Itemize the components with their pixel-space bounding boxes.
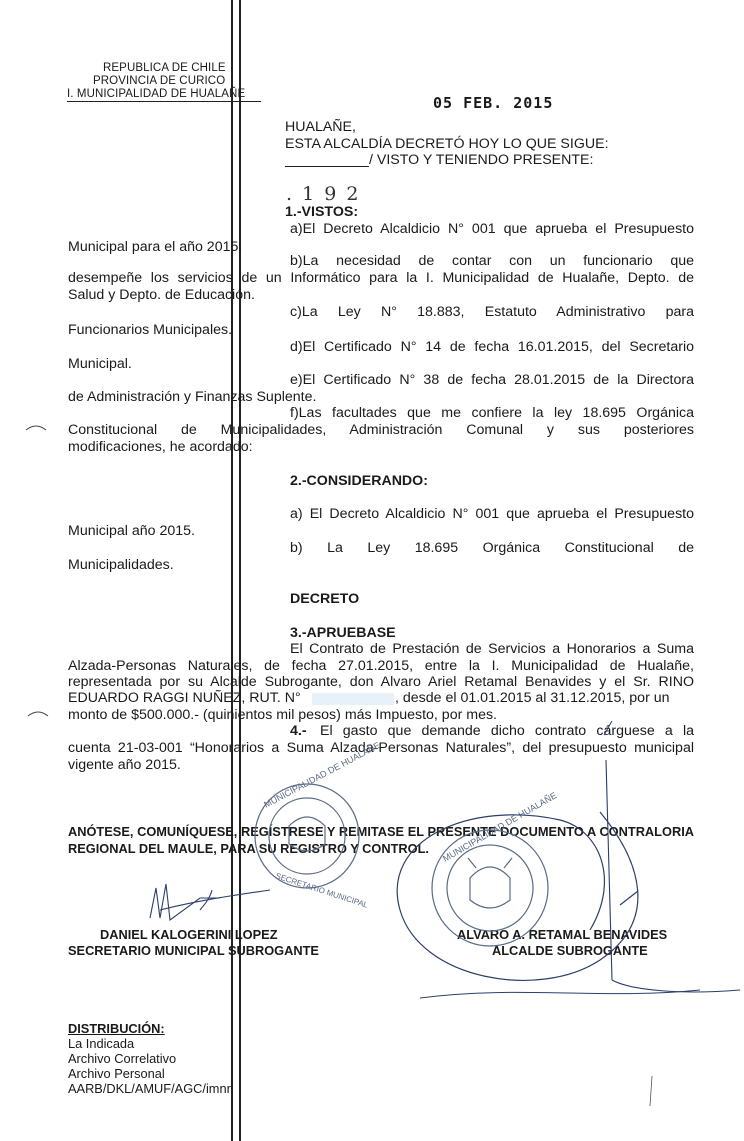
- header-republica: REPUBLICA DE CHILE: [103, 62, 226, 74]
- vistos-a-1: a)El Decreto Alcaldicio N° 001 que aprueba el Presupuesto: [290, 221, 694, 237]
- mayor-signature-mark: [620, 891, 638, 905]
- considerando-a-2: Municipal año 2015.: [68, 523, 195, 539]
- right-signer-name: ALVARO A. RETAMAL BENAVIDES: [457, 927, 668, 942]
- considerando-a-1: a) El Decreto Alcaldicio N° 001 que aprueba el Presupuesto: [290, 506, 694, 522]
- left-seal-text-bottom: SECRETARIO MUNICIPAL: [274, 871, 370, 910]
- secretary-signature: [150, 884, 270, 920]
- date-stamp: 05 FEB. 2015: [433, 94, 554, 112]
- vistos-a-2: Municipal para el año 2015.: [68, 239, 243, 255]
- vistos-heading: 1.-VISTOS:: [285, 204, 359, 220]
- vistos-b-2: desempeñe los servicios de un Informático para la I. Municipalidad de Hualañe, Depto. de: [68, 270, 694, 286]
- right-seal-stamp: [432, 790, 558, 946]
- decreto-q-1: El gasto que demande dicho contrato cárguese a la: [320, 723, 694, 739]
- vistos-c-2: Funcionarios Municipales.: [68, 322, 233, 338]
- margin-mark: [26, 426, 46, 430]
- vistos-f-3: modificaciones, he acordado:: [68, 439, 253, 455]
- vistos-e-2: de Administración y Finanzas Suplente.: [68, 389, 317, 405]
- mayor-signature-flourish: [420, 990, 700, 998]
- closing-line-1: ANÓTESE, COMUNÍQUESE, REGÍSTRESE Y REMITASE EL PRESENTE DOCUMENTO A CONTRALORIA: [68, 824, 694, 839]
- margin-mark: [28, 712, 48, 716]
- closing-line-2: REGIONAL DEL MAULE, PARA SU REGISTRO Y CONTROL.: [68, 841, 429, 856]
- mayor-signature-stroke: [606, 760, 740, 992]
- left-signer-title: SECRETARIO MUNICIPAL SUBROGANTE: [68, 943, 319, 958]
- decreto-item-4: 4.-: [290, 723, 307, 739]
- considerando-heading: 2.-CONSIDERANDO:: [290, 473, 428, 489]
- distribucion-item: Archivo Personal: [68, 1066, 165, 1081]
- distribucion-heading: DISTRIBUCIÓN:: [68, 1021, 165, 1036]
- left-signer-name: DANIEL KALOGERINI LOPEZ: [100, 927, 278, 942]
- header-provincia: PROVINCIA DE CURICO: [93, 75, 226, 87]
- vistos-d-1: d)El Certificado N° 14 de fecha 16.01.2015, del Secretario: [290, 339, 694, 355]
- distribucion-item: AARB/DKL/AMUF/AGC/imnr.: [68, 1081, 234, 1096]
- considerando-b-1: b) La Ley 18.695 Orgánica Constitucional de: [290, 540, 694, 556]
- vistos-f-1: f)Las facultades que me confiere la ley 18.695 Orgánica: [290, 405, 694, 421]
- left-seal-text-top: MUNICIPALIDAD DE HUALAÑE: [262, 739, 382, 810]
- vistos-b-3: Salud y Depto. de Educación.: [68, 287, 255, 303]
- considerando-b-2: Municipalidades.: [68, 557, 174, 573]
- intro-line: ESTA ALCALDÍA DECRETÓ HOY LO QUE SIGUE:: [285, 136, 609, 152]
- vistos-f-2: Constitucional de Municipalidades, Administración Comunal y sus posteriores: [68, 422, 694, 438]
- decreto-q-3: vigente año 2015.: [68, 757, 181, 773]
- handwritten-mark: [650, 1076, 652, 1106]
- vistos-e-1: e)El Certificado N° 38 de fecha 28.01.2015 de la Directora: [290, 372, 694, 388]
- decree-number: . 1 9 2: [286, 183, 361, 205]
- decreto-q-2: cuenta 21-03-001 “Honorarios a Suma Alzada-Personas Naturales”, del presupuesto municipal: [68, 740, 694, 756]
- distribucion-item: Archivo Correlativo: [68, 1051, 177, 1066]
- vistos-b-1: b)La necesidad de contar con un funcionario que: [290, 253, 694, 269]
- distribucion-item: La Indicada: [68, 1036, 135, 1051]
- right-signer-title: ALCALDE SUBROGANTE: [492, 943, 648, 958]
- vistos-d-2: Municipal.: [68, 356, 132, 372]
- intro-visto: / VISTO Y TENIENDO PRESENTE:: [369, 152, 594, 168]
- handwritten-mark: [604, 721, 612, 735]
- decreto-p-3: representada por su Alcalde Subrogante, don Alvaro Ariel Retamal Benavides y el Sr. RINO: [68, 674, 694, 690]
- decreto-heading: DECRETO: [290, 591, 360, 607]
- left-seal-stamp: [255, 740, 382, 910]
- decreto-p-4a: EDUARDO RAGGI NUÑEZ, RUT. N°: [68, 690, 301, 706]
- decreto-p-5: monto de $500.000.- (quinientos mil pesos) más Impuesto, por mes.: [68, 707, 497, 723]
- header-municipalidad: I. MUNICIPALIDAD DE HUALAÑE: [67, 88, 246, 100]
- decreto-p-1: El Contrato de Prestación de Servicios a Honorarios a Suma: [290, 641, 694, 657]
- right-seal-text-top: MUNICIPALIDAD DE HUALAÑE: [441, 790, 559, 864]
- intro-city: HUALAÑE,: [285, 119, 356, 135]
- decreto-p-4b: , desde el 01.01.2015 al 31.12.2015, por un: [395, 690, 670, 706]
- apruebase-heading: 3.-APRUEBASE: [290, 625, 396, 641]
- decreto-p-2: Alzada-Personas Naturales, de fecha 27.01.2015, entre la I. Municipalidad de Hualañe,: [68, 658, 694, 674]
- vistos-c-1: c)La Ley N° 18.883, Estatuto Administrativo para: [290, 304, 694, 320]
